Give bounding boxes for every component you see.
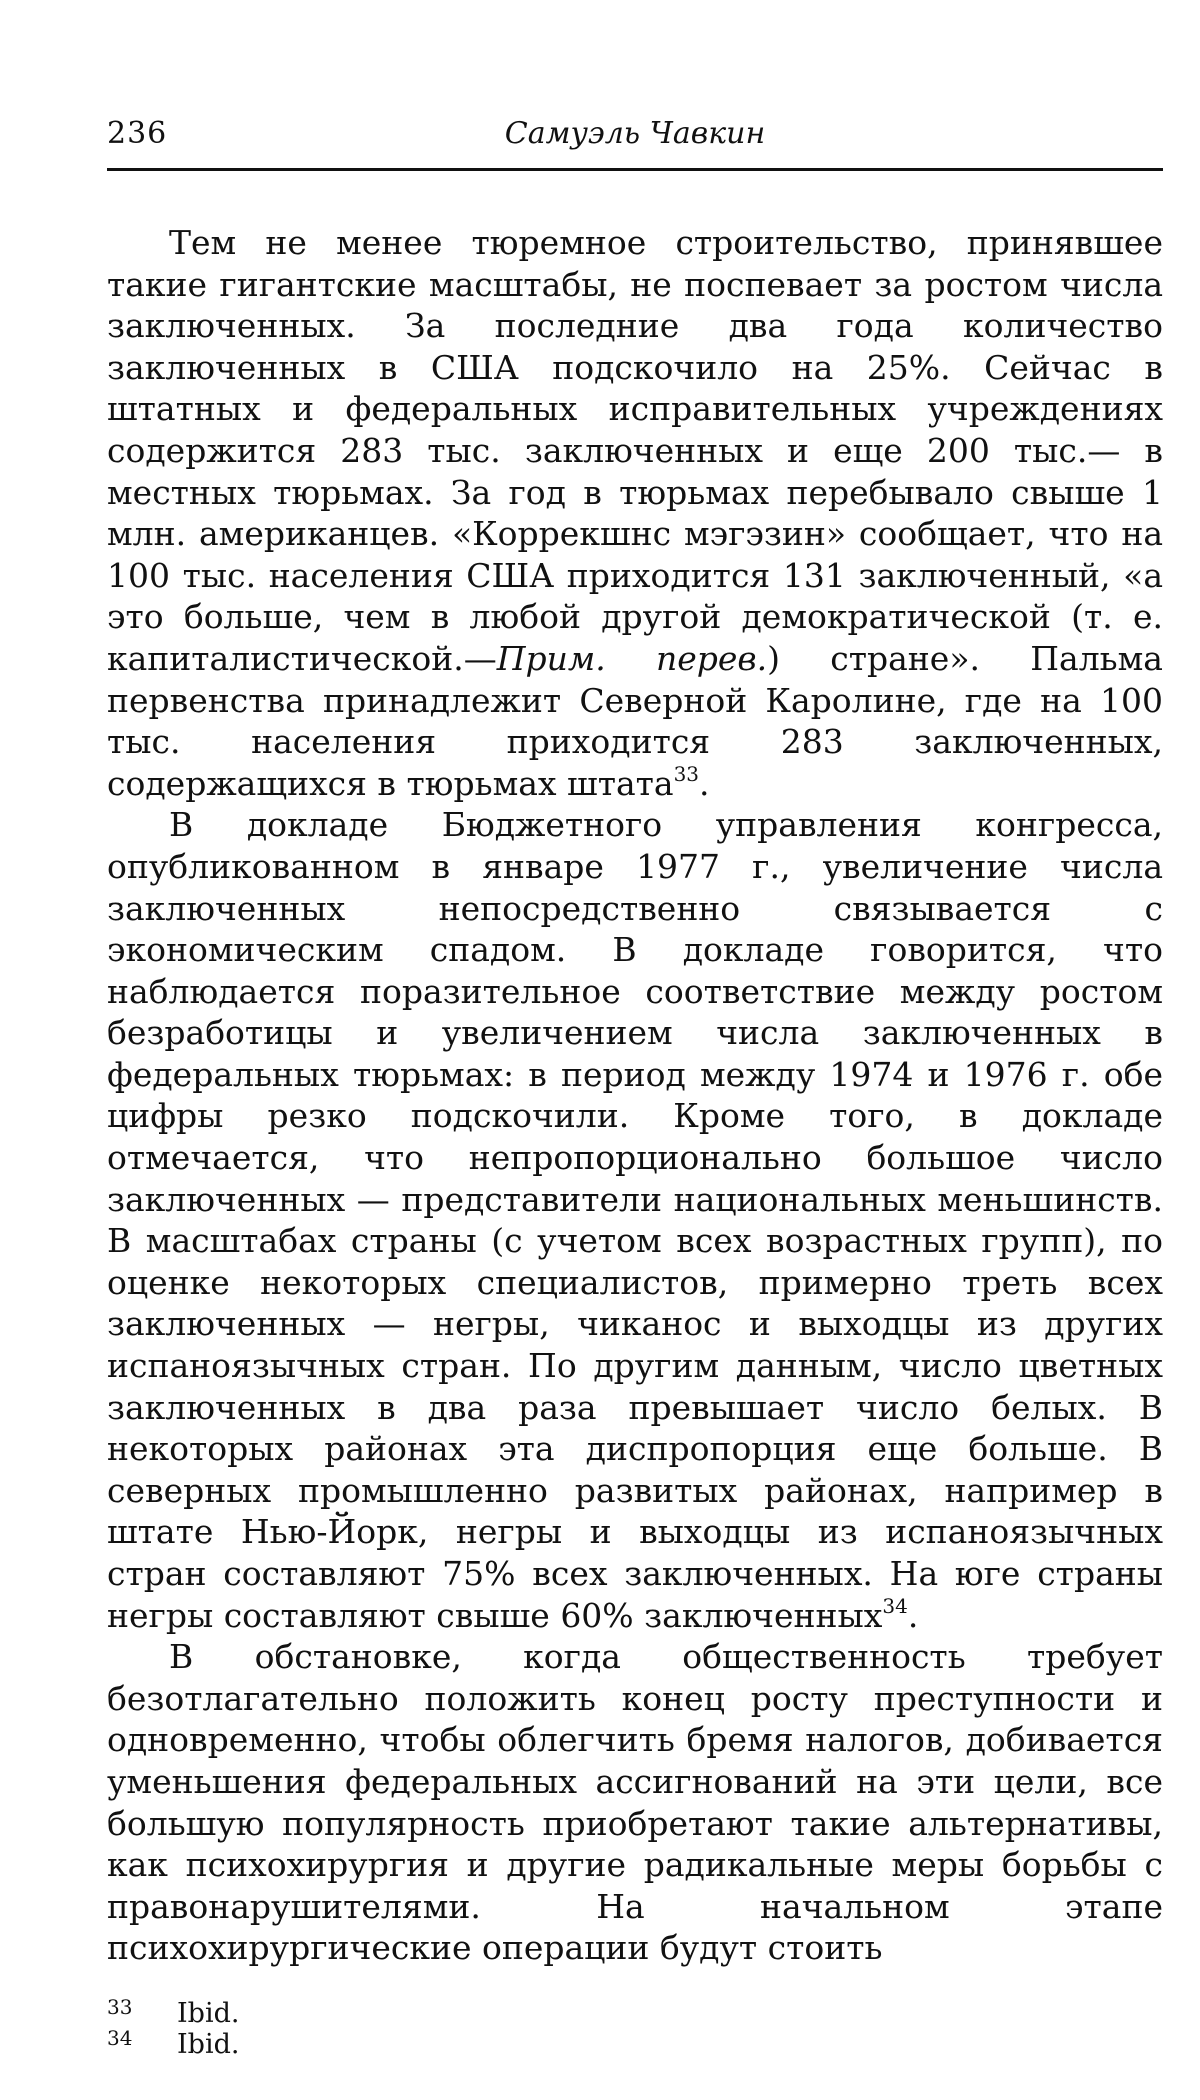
body-text xyxy=(107,222,1163,1969)
translator-note: Прим. перев. xyxy=(496,638,768,678)
page-number: 236 xyxy=(107,116,168,151)
paragraph-1-end: . xyxy=(699,763,710,803)
header-rule xyxy=(107,168,1163,171)
footnote-34 xyxy=(107,2026,1163,2060)
paragraph-3-text: В обстановке, когда общественность требует безотлагательно положить конец росту преступности и одновременно, чтобы облегчить бремя налогов, добивается уменьшения федеральных ассигнований на эти цели, все большую популярность приобретают такие альтернативы, как психохирургия и другие радикальные меры борьбы с правонарушителями. На начальном этапе психохирургические операции будут стоить xyxy=(107,1637,1163,1968)
running-head: Самуэль Чавкин xyxy=(504,116,766,151)
footnotes xyxy=(107,1995,1163,2060)
footnote-33 xyxy=(107,1995,1163,2029)
paragraph-2 xyxy=(107,804,1163,1636)
footnote-text: Ibid. xyxy=(177,1998,240,2029)
paragraph-2-text: В докладе Бюджетного управления конгресса, опубликованном в январе 1977 г., увеличение числа заключенных непосредственно связывается с экономическим спадом. В докладе говорится, что наблюдается поразительное соответствие между ростом безработицы и увеличением числа заключенных в федеральных тюрьмах: в период между 1974 и 1976 г. обе цифры резко подскочили. Кроме того, в докладе отмечается, что непропорционально большое число заключенных — представители национальных меньшинств. В масштабах страны (с учетом всех возрастных групп), по оценке некоторых специалистов, примерно треть всех заключенных — негры, чиканос и выходцы из других испаноязычных стран. По другим данным, число цветных заключенных в два раза превышает число белых. В некоторых районах эта диспропорция еще больше. В северных промышленно развитых районах, например в штате Нью-Йорк, негры и выходцы из испаноязычных стран составляют 75% всех заключенных. На юге страны негры составляют свыше 60% заключенных xyxy=(107,805,1163,1635)
paragraph-1-text: Тем не менее тюремное строительство, принявшее такие гигантские масштабы, не поспевает за ростом числа заключенных. За последние два года количество заключенных в США подскочило на 25%. Сейчас в штатных и федеральных исправительных учреждениях содержится 283 тыс. заключенных и еще 200 тыс.— в местных тюрьмах. За год в тюрьмах перебывало свыше 1 млн. американцев. «Коррекшнс мэгэзин» сообщает, что на 100 тыс. населения США приходится 131 заключенный, «а это больше, чем в любой другой демократической (т. е. капиталистической.— xyxy=(107,223,1163,678)
footnote-ref-33[interactable]: 33 xyxy=(673,761,700,786)
paragraph-3 xyxy=(107,1636,1163,1969)
footnote-number: 33 xyxy=(107,1995,133,2019)
footnote-text: Ibid. xyxy=(177,2029,240,2060)
footnote-number: 34 xyxy=(107,2026,133,2050)
paragraph-1 xyxy=(107,222,1163,804)
paragraph-1-text-continued: ) стране». Пальма первенства принадлежит Северной Каролине, где на 100 тыс. населения приходится 283 заключенных, содержащихся в тюрьмах штата xyxy=(107,638,1163,803)
page-header xyxy=(107,112,1163,166)
footnote-ref-34[interactable]: 34 xyxy=(882,1593,908,1618)
paragraph-2-end: . xyxy=(907,1595,919,1635)
